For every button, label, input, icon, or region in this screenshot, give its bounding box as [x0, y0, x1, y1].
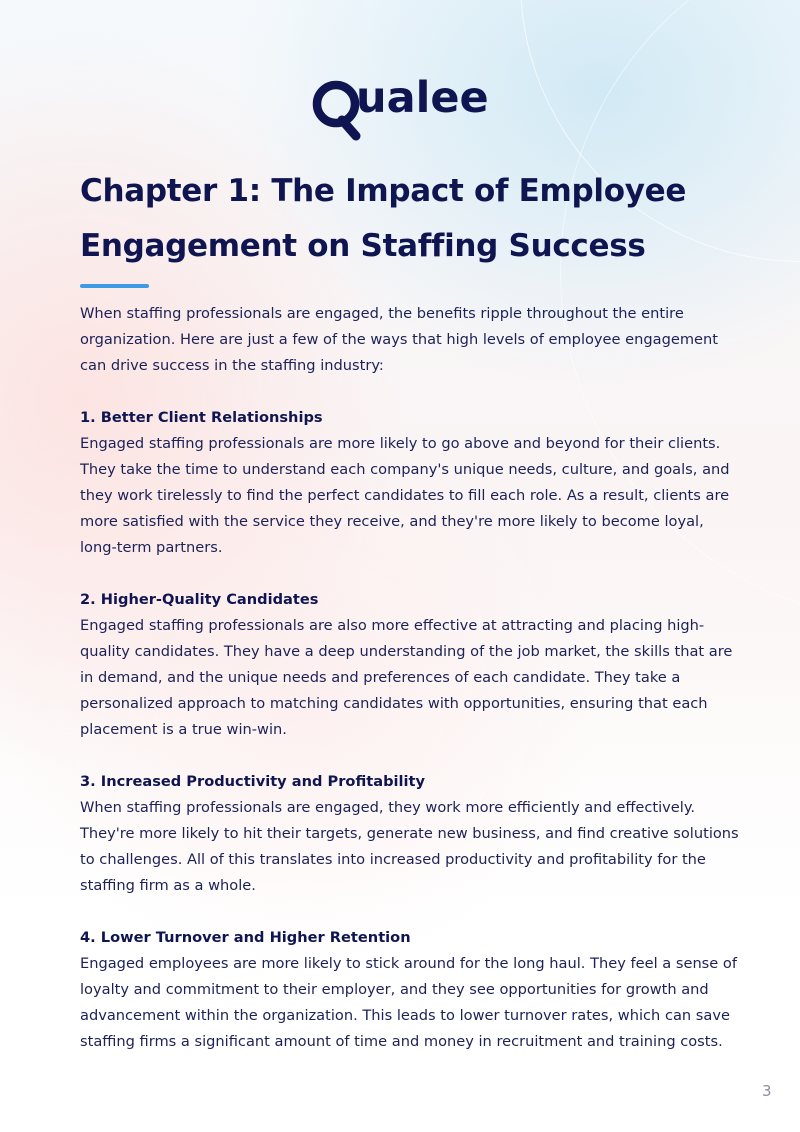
- intro-paragraph: When staffing professionals are engaged, the benefits ripple throughout the entire organization. Here are just a few of the ways that high levels of employee engagement can drive success in the staffing industry:: [80, 305, 718, 374]
- section-retention: [80, 925, 740, 1055]
- page-number: 3: [762, 1082, 772, 1100]
- section-body: Engaged staffing professionals are more likely to go above and beyond for their clients. They take the time to understand each company's unique needs, culture, and goals, and they work tirelessly to find the perfect candidates to fill each role. As a result, clients are more satisfied with the service they receive, and they're more likely to become loyal, long-term partners.: [80, 435, 730, 556]
- section-heading: 2. Higher-Quality Candidates: [80, 591, 319, 608]
- title-underline: [80, 284, 149, 288]
- section-client-relationships: [80, 405, 740, 561]
- section-body: Engaged employees are more likely to stick around for the long haul. They feel a sense of loyalty and commitment to their employer, and they see opportunities for growth and advancement within the organization. This leads to lower turnover rates, which can save staffing firms a significant amount of time and money in recruitment and training costs.: [80, 955, 737, 1050]
- section-heading: 1. Better Client Relationships: [80, 409, 323, 426]
- section-quality-candidates: [80, 587, 740, 743]
- section-body: Engaged staffing professionals are also more effective at attracting and placing high-quality candidates. They have a deep understanding of the job market, the skills that are in demand, and the unique needs and preferences of each candidate. They take a personalized approach to matching candidates with opportunities, ensuring that each placement is a true win-win.: [80, 617, 733, 738]
- logo-wordmark: ualee: [356, 73, 489, 123]
- chapter-body: [80, 301, 740, 1055]
- chapter-title: Chapter 1: The Impact of Employee Engagement on Staffing Success: [80, 173, 687, 264]
- section-productivity: [80, 769, 740, 899]
- qualee-logo: [312, 73, 492, 144]
- section-heading: 4. Lower Turnover and Higher Retention: [80, 929, 411, 946]
- section-body: When staffing professionals are engaged, they work more efficiently and effectively. They're more likely to hit their targets, generate new business, and find creative solutions to challenges. All of this translates into increased productivity and profitability for the staffing firm as a whole.: [80, 799, 739, 894]
- section-heading: 3. Increased Productivity and Profitability: [80, 773, 426, 790]
